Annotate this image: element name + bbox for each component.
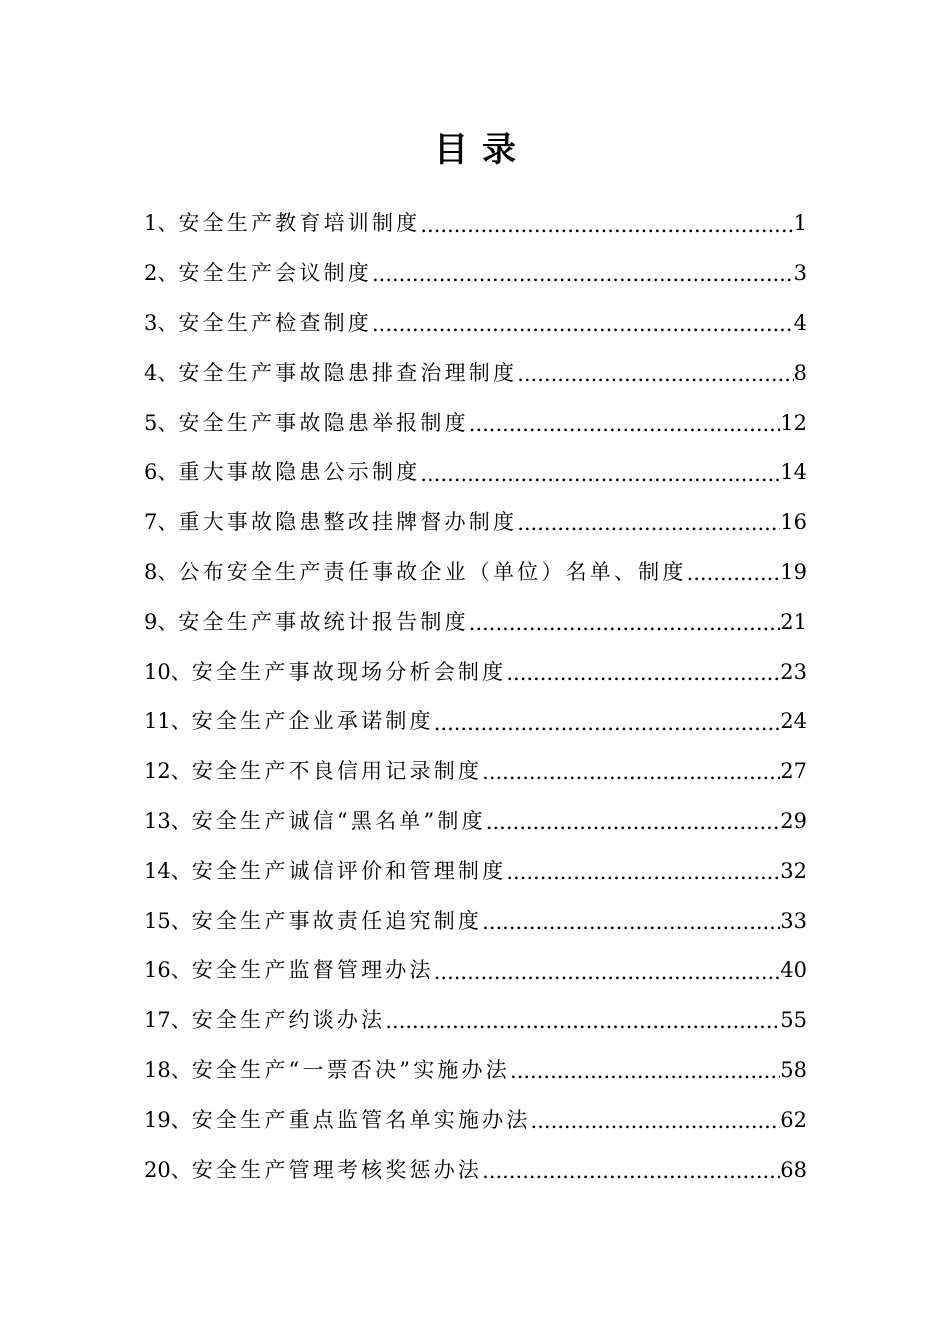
toc-entry-page: 3 bbox=[793, 261, 807, 286]
toc-leader-dots bbox=[420, 459, 780, 486]
toc-entry-number: 12、 bbox=[144, 759, 192, 784]
toc-entry-number: 17、 bbox=[144, 1008, 192, 1033]
toc-entry-page: 68 bbox=[780, 1157, 807, 1182]
toc-entry-title: 安全生产教育培训制度 bbox=[178, 211, 421, 236]
toc-entry-page: 24 bbox=[780, 709, 807, 734]
toc-entry-page: 8 bbox=[793, 360, 807, 385]
toc-entry-title: 安全生产检查制度 bbox=[178, 310, 372, 335]
toc-entry[interactable] bbox=[144, 797, 807, 847]
toc-entry-title: 安全生产诚信“黑名单”制度 bbox=[191, 808, 486, 833]
toc-entry[interactable] bbox=[144, 996, 807, 1046]
toc-entry-page: 40 bbox=[780, 958, 807, 983]
toc-entry-page: 23 bbox=[780, 659, 807, 684]
toc-leader-dots bbox=[506, 658, 780, 685]
toc-entry-title: 安全生产事故统计报告制度 bbox=[178, 609, 469, 634]
toc-leader-dots bbox=[434, 957, 781, 984]
toc-entry-number: 5、 bbox=[144, 410, 179, 435]
toc-entry-page: 16 bbox=[780, 510, 807, 535]
toc-entry-number: 3、 bbox=[144, 310, 179, 335]
table-of-contents bbox=[144, 199, 807, 1195]
toc-entry[interactable] bbox=[144, 896, 807, 946]
toc-entry-title: 安全生产不良信用记录制度 bbox=[191, 759, 483, 784]
toc-entry-number: 15、 bbox=[144, 908, 192, 933]
toc-entry-number: 18、 bbox=[144, 1057, 192, 1082]
toc-entry-number: 7、 bbox=[144, 510, 179, 535]
toc-entry-number: 16、 bbox=[144, 958, 192, 983]
toc-entry[interactable] bbox=[144, 846, 807, 896]
toc-entry-title: 安全生产重点监管名单实施办法 bbox=[191, 1107, 531, 1132]
toc-entry-title: 安全生产事故责任追究制度 bbox=[191, 908, 483, 933]
toc-entry[interactable] bbox=[144, 597, 807, 647]
toc-leader-dots bbox=[510, 1057, 780, 1084]
toc-leader-dots bbox=[486, 808, 780, 835]
toc-entry-title: 安全生产事故现场分析会制度 bbox=[191, 659, 507, 684]
toc-entry-number: 20、 bbox=[144, 1157, 192, 1182]
toc-entry-page: 55 bbox=[780, 1008, 807, 1033]
toc-entry[interactable] bbox=[144, 1145, 807, 1195]
toc-leader-dots bbox=[506, 858, 780, 885]
toc-leader-dots bbox=[687, 559, 781, 586]
toc-entry[interactable] bbox=[144, 1095, 807, 1145]
toc-entry-number: 8、 bbox=[144, 559, 179, 584]
toc-entry-page: 19 bbox=[780, 559, 807, 584]
toc-entry-page: 58 bbox=[780, 1057, 807, 1082]
toc-entry-number: 14、 bbox=[144, 858, 192, 883]
toc-entry[interactable] bbox=[144, 946, 807, 996]
toc-entry-title: 公布安全生产责任事故企业（单位）名单、制度 bbox=[178, 559, 687, 584]
toc-leader-dots bbox=[482, 758, 780, 785]
toc-entry-title: 安全生产事故隐患举报制度 bbox=[178, 410, 469, 435]
toc-entry-page: 62 bbox=[780, 1107, 807, 1132]
toc-leader-dots bbox=[517, 509, 780, 536]
toc-entry[interactable] bbox=[144, 249, 807, 299]
toc-entry[interactable] bbox=[144, 448, 807, 498]
toc-entry-title: 安全生产管理考核奖惩办法 bbox=[191, 1157, 483, 1182]
toc-entry-page: 1 bbox=[793, 211, 807, 236]
toc-entry-number: 2、 bbox=[144, 261, 179, 286]
toc-entry-page: 4 bbox=[793, 310, 807, 335]
toc-entry-number: 11、 bbox=[144, 709, 192, 734]
toc-entry-number: 13、 bbox=[144, 808, 192, 833]
toc-entry[interactable] bbox=[144, 548, 807, 598]
toc-entry-title: 重大事故隐患公示制度 bbox=[178, 460, 421, 485]
toc-entry-title: 安全生产事故隐患排查治理制度 bbox=[178, 360, 518, 385]
toc-leader-dots bbox=[434, 708, 781, 735]
page-title: 目录 bbox=[434, 130, 530, 170]
toc-entry-page: 27 bbox=[780, 759, 807, 784]
toc-leader-dots bbox=[372, 310, 794, 337]
toc-leader-dots bbox=[482, 1156, 780, 1183]
toc-entry-number: 10、 bbox=[144, 659, 192, 684]
toc-entry[interactable] bbox=[144, 697, 807, 747]
toc-entry-page: 14 bbox=[780, 460, 807, 485]
toc-entry-number: 19、 bbox=[144, 1107, 192, 1132]
toc-entry[interactable] bbox=[144, 398, 807, 448]
toc-entry[interactable] bbox=[144, 747, 807, 797]
toc-leader-dots bbox=[372, 260, 794, 287]
toc-entry[interactable] bbox=[144, 348, 807, 398]
toc-entry-number: 9、 bbox=[144, 609, 179, 634]
toc-leader-dots bbox=[482, 907, 780, 934]
toc-entry-number: 6、 bbox=[144, 460, 179, 485]
toc-leader-dots bbox=[469, 409, 780, 436]
toc-entry-title: 安全生产诚信评价和管理制度 bbox=[191, 858, 507, 883]
toc-entry-number: 1、 bbox=[144, 211, 179, 236]
toc-entry-title: 安全生产“一票否决”实施办法 bbox=[191, 1057, 511, 1082]
toc-entry-title: 重大事故隐患整改挂牌督办制度 bbox=[178, 510, 518, 535]
toc-entry-title: 安全生产企业承诺制度 bbox=[191, 709, 434, 734]
toc-entry[interactable] bbox=[144, 498, 807, 548]
toc-entry-page: 12 bbox=[780, 410, 807, 435]
toc-leader-dots bbox=[517, 360, 793, 387]
toc-entry[interactable] bbox=[144, 1046, 807, 1096]
toc-entry-page: 21 bbox=[780, 609, 807, 634]
toc-entry[interactable] bbox=[144, 647, 807, 697]
toc-leader-dots bbox=[531, 1107, 781, 1134]
toc-entry-title: 安全生产监督管理办法 bbox=[191, 958, 434, 983]
toc-entry[interactable] bbox=[144, 199, 807, 249]
toc-entry-title: 安全生产约谈办法 bbox=[191, 1008, 386, 1033]
toc-entry-page: 33 bbox=[780, 908, 807, 933]
toc-entry-page: 29 bbox=[780, 808, 807, 833]
toc-leader-dots bbox=[385, 1007, 780, 1034]
toc-leader-dots bbox=[420, 210, 793, 237]
toc-entry-number: 4、 bbox=[144, 360, 179, 385]
toc-leader-dots bbox=[469, 609, 780, 636]
toc-entry-page: 32 bbox=[780, 858, 807, 883]
toc-entry[interactable] bbox=[144, 299, 807, 349]
toc-entry-title: 安全生产会议制度 bbox=[178, 261, 372, 286]
